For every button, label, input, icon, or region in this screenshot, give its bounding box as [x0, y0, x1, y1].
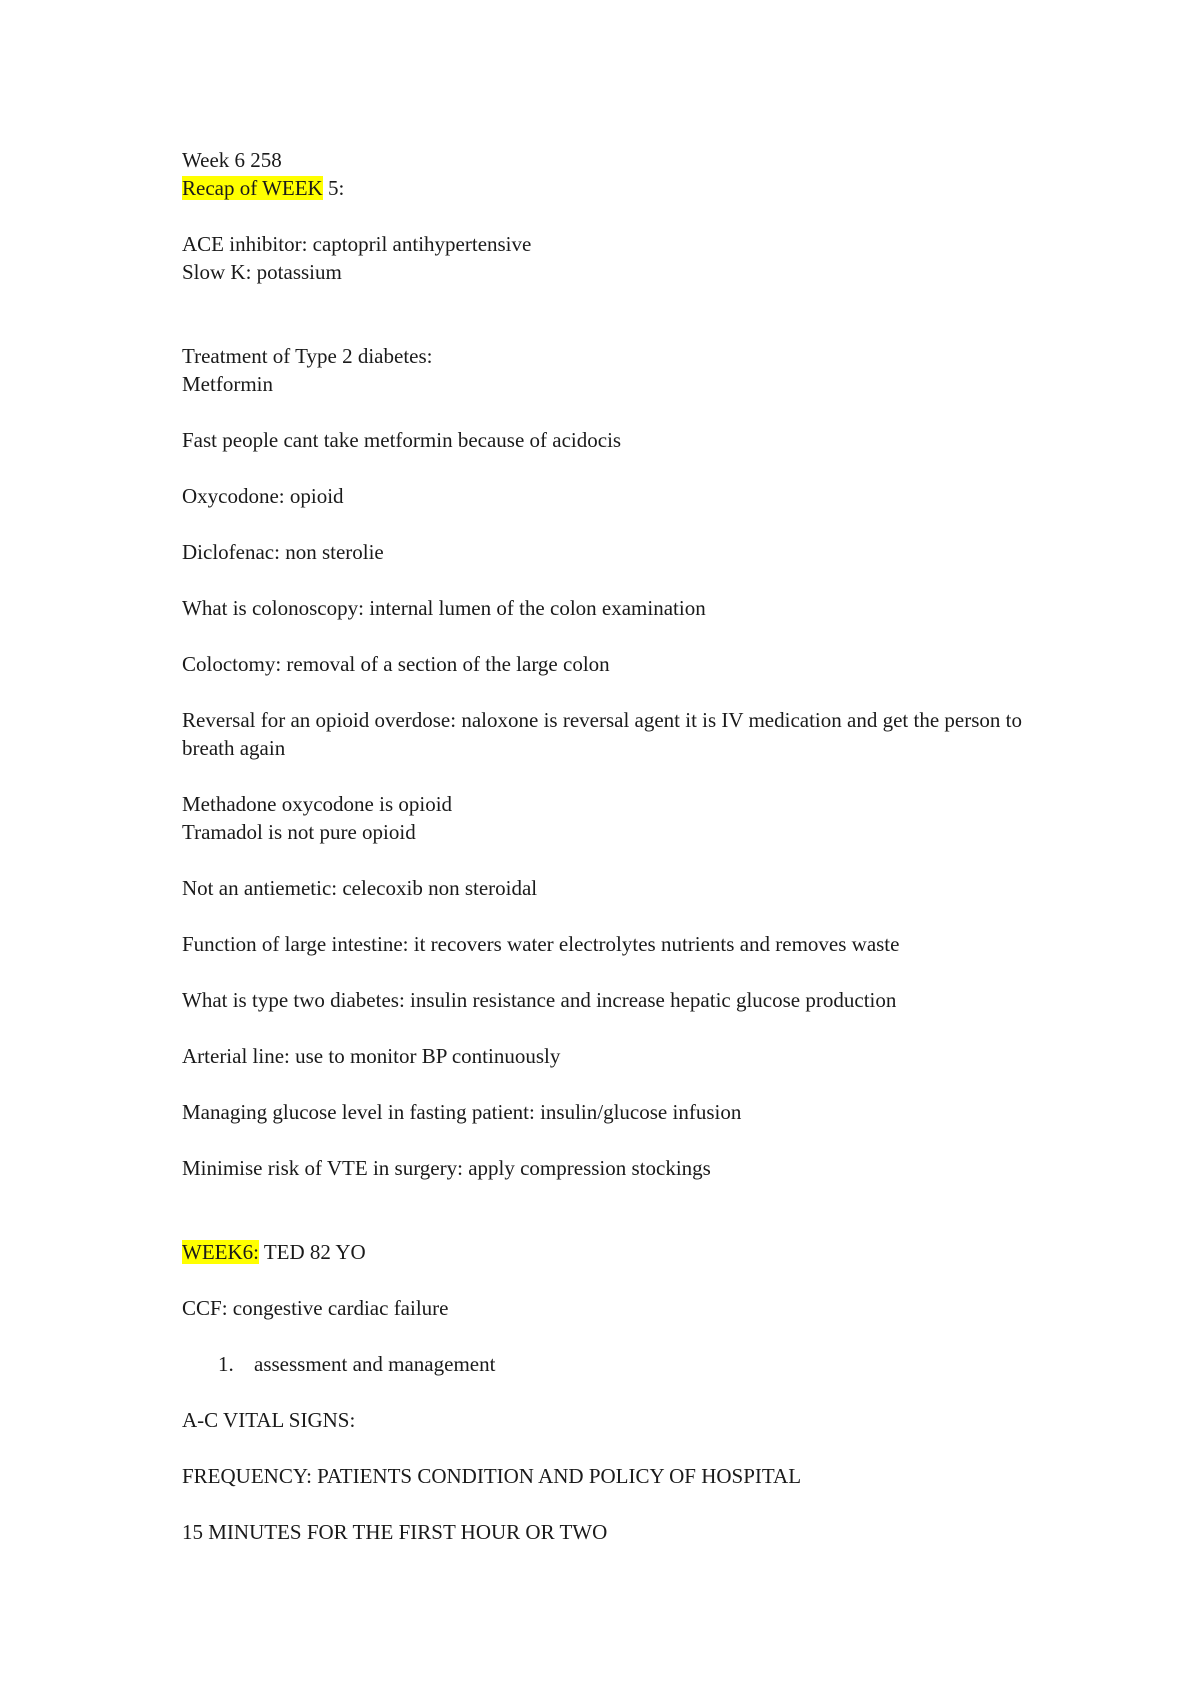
oxycodone-line: Oxycodone: opioid: [182, 484, 344, 508]
coloctomy-line: Coloctomy: removal of a section of the large colon: [182, 652, 610, 676]
vte-line: Minimise risk of VTE in surgery: apply compression stockings: [182, 1156, 711, 1180]
ccf-line: CCF: congestive cardiac failure: [182, 1296, 449, 1320]
list-number: 1.: [218, 1352, 234, 1376]
recap-rest: 5:: [322, 176, 345, 200]
methadone-line: Methadone oxycodone is opioid: [182, 792, 453, 816]
antiemetic-line: Not an antiemetic: celecoxib non steroidal: [182, 876, 538, 900]
fast-line: Fast people cant take metformin because of acidocis: [182, 428, 622, 452]
ace-line: ACE inhibitor: captopril antihypertensive: [182, 232, 532, 256]
type-two-line: What is type two diabetes: insulin resistance and increase hepatic glucose production: [182, 988, 897, 1012]
treatment-line: Treatment of Type 2 diabetes:: [182, 344, 433, 368]
arterial-line: Arterial line: use to monitor BP continuously: [182, 1044, 561, 1068]
document-title: Week 6 258: [182, 148, 282, 172]
minutes-line: 15 MINUTES FOR THE FIRST HOUR OR TWO: [182, 1520, 608, 1544]
list-item: [182, 1350, 1062, 1378]
recap-heading: [182, 174, 1062, 202]
large-intestine-line: Function of large intestine: it recovers water electrolytes nutrients and removes waste: [182, 932, 900, 956]
tramadol-line: Tramadol is not pure opioid: [182, 820, 416, 844]
colonoscopy-line: What is colonoscopy: internal lumen of the colon examination: [182, 596, 706, 620]
vital-signs-line: A-C VITAL SIGNS:: [182, 1408, 356, 1432]
document-body: [182, 146, 1062, 1546]
reversal-line: Reversal for an opioid overdose: naloxone is reversal agent it is IV medication and get the person to breath again: [182, 708, 1022, 760]
recap-highlight: Recap of WEEK: [182, 176, 323, 200]
diclofenac-line: Diclofenac: non sterolie: [182, 540, 384, 564]
glucose-line: Managing glucose level in fasting patient: insulin/glucose infusion: [182, 1100, 742, 1124]
frequency-line: FREQUENCY: PATIENTS CONDITION AND POLICY OF HOSPITAL: [182, 1464, 802, 1488]
week6-heading: [182, 1238, 1062, 1266]
list-item-text: assessment and management: [254, 1352, 496, 1376]
metformin-line: Metformin: [182, 372, 273, 396]
week6-rest: TED 82 YO: [258, 1240, 366, 1264]
week6-highlight: WEEK6:: [182, 1240, 259, 1264]
slowk-line: Slow K: potassium: [182, 260, 342, 284]
